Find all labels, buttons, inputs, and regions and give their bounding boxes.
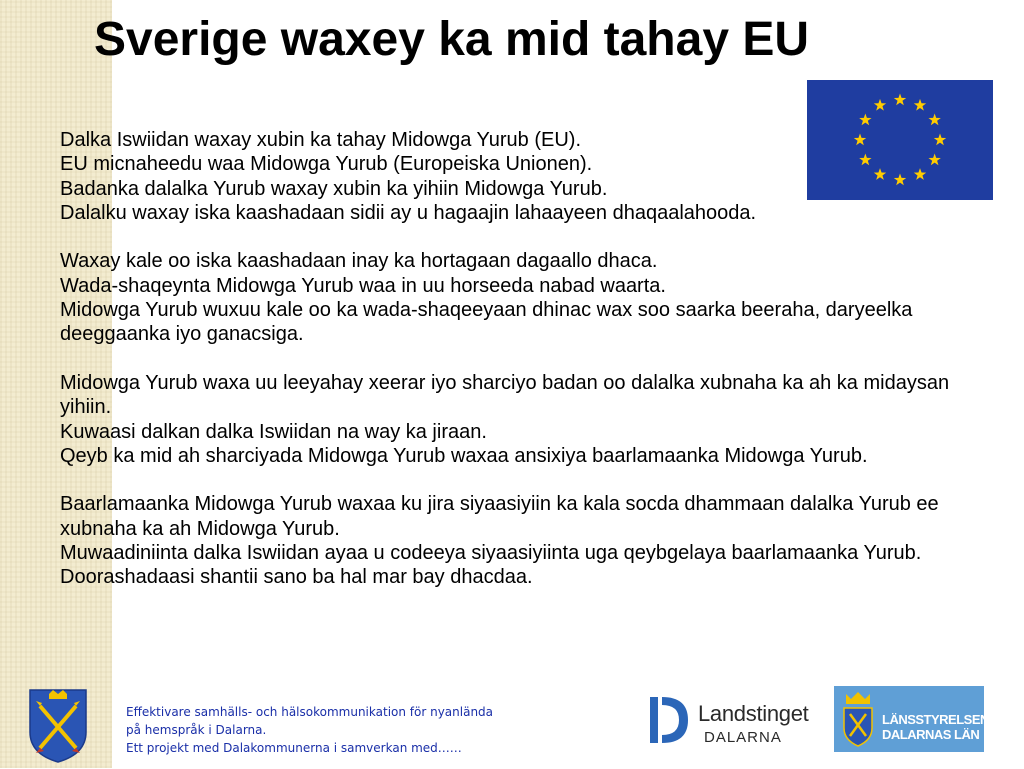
body-line: Dalalku waxay iska kaashadaan sidii ay u hagaajin lahaayeen dhaqaalahooda. bbox=[60, 201, 757, 224]
lansstyrelsen-logo bbox=[834, 686, 989, 752]
landstinget-mark-icon bbox=[648, 695, 690, 745]
lansstyrelsen-line2: DALARNAS LÄN bbox=[882, 727, 980, 742]
lansstyrelsen-line1: LÄNSSTYRELSEN bbox=[882, 712, 989, 727]
slide-title: Sverige waxey ka mid tahay EU bbox=[94, 13, 810, 66]
body-line: Qeyb ka mid ah sharciyada Midowga Yurub waxaa ansixiya baarlamaanka Midowga Yurub. bbox=[60, 444, 868, 467]
paragraph-laws bbox=[60, 371, 1000, 468]
footer-line: Effektivare samhälls- och hälsokommunikation för nyanlända bbox=[126, 705, 494, 719]
eu-star-icon bbox=[894, 94, 906, 106]
eu-star-icon bbox=[874, 99, 886, 111]
body-line: Kuwaasi dalkan dalka Iswiidan na way ka jiraan. bbox=[60, 420, 487, 443]
eu-star-icon bbox=[914, 99, 926, 111]
landstinget-region: DALARNA bbox=[704, 729, 782, 746]
landstinget-dalarna-logo bbox=[648, 693, 808, 751]
body-line: Midowga Yurub wuxuu kale oo ka wada-shaqeeyaan dhinac wax soo saarka beeraha, daryeelka deeggaanka iyo ganacsiga. bbox=[60, 299, 913, 346]
crest-icon bbox=[27, 686, 89, 764]
paragraph-cooperation bbox=[60, 249, 1000, 346]
body-line: Midowga Yurub waxa uu leeyahay xeerar iyo sharciyo badan oo dalalka xubnaha ka ah ka midaysan yihiin. bbox=[60, 371, 950, 419]
body-line: Muwaadiniinta dalka Iswiidan ayaa u codeeya siyaasiyiinta uga qeybgelaya baarlamaanka Yurub. bbox=[60, 542, 922, 565]
dalarna-crest-logo bbox=[27, 686, 89, 764]
footer-project-text bbox=[126, 703, 596, 757]
crown-crest-icon bbox=[838, 690, 878, 748]
eu-star-icon bbox=[928, 114, 940, 126]
body-line: Waxay kale oo iska kaashadaan inay ka hortagaan dagaallo dhaca. bbox=[60, 250, 658, 273]
eu-star-icon bbox=[859, 114, 871, 126]
body-line: Badanka dalalka Yurub waxay xubin ka yihiin Midowga Yurub. bbox=[60, 177, 608, 200]
body-line: Wada-shaqeynta Midowga Yurub waa in uu horseeda nabad waarta. bbox=[60, 274, 666, 297]
landstinget-name: Landstinget bbox=[698, 701, 809, 726]
body-line: Doorashadaasi shantii sano ba hal mar bay dhacdaa. bbox=[60, 566, 533, 589]
footer-line: Ett projekt med Dalakommunerna i samverkan med…… bbox=[126, 741, 462, 755]
footer-line: på hemspråk i Dalarna. bbox=[126, 723, 267, 737]
body-line: EU micnaheedu waa Midowga Yurub (Europeiska Unionen). bbox=[60, 153, 593, 176]
body-line: Baarlamaanka Midowga Yurub waxaa ku jira siyaasiyiin ka kala socda dhammaan dalalka Yurub ee xubnaha ka ah Midowga Yurub. bbox=[60, 493, 939, 540]
slide-body bbox=[60, 128, 1000, 614]
body-line: Dalka Iswiidan waxay xubin ka tahay Midowga Yurub (EU). bbox=[60, 129, 581, 151]
paragraph-parliament bbox=[60, 492, 1000, 589]
paragraph-eu-membership bbox=[60, 128, 1000, 225]
